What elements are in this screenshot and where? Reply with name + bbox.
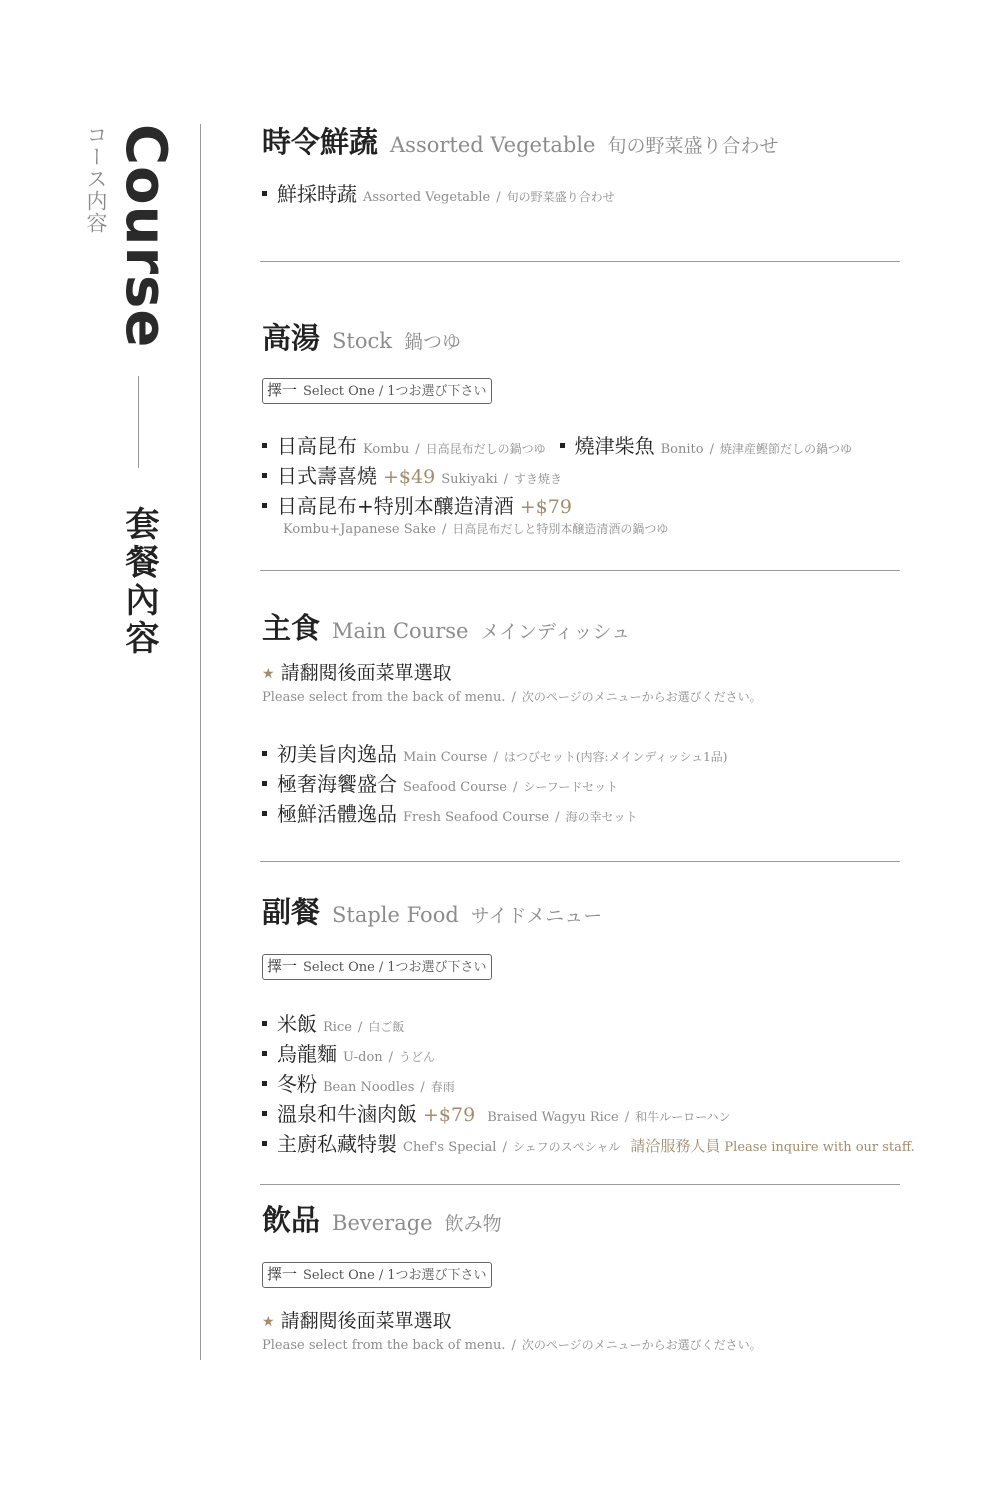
select-one-en: Select One <box>303 1268 375 1283</box>
select-one-jp: 1つお選び下さい <box>387 1268 487 1283</box>
select-one-badge <box>262 1262 492 1288</box>
item-name-en: Rice <box>323 1020 352 1035</box>
item-name-zh: 冬粉 <box>277 1072 317 1096</box>
separator: / <box>555 810 560 825</box>
item-name-jp: 海の幸セット <box>565 810 638 824</box>
bullet-icon <box>262 1051 267 1056</box>
notice-jp: 次のページのメニューからお選びください。 <box>521 1338 762 1352</box>
item-name-zh: 主廚私藏特製 <box>277 1132 397 1156</box>
bullet-icon <box>560 443 565 448</box>
notice-en: Please select from the back of menu. <box>262 690 506 705</box>
notice-jp: 次のページのメニューからお選びください。 <box>521 690 762 704</box>
section-title-jp: サイドメニュー <box>470 905 603 927</box>
separator: / <box>496 190 501 205</box>
section-title-en: Assorted Vegetable <box>390 133 596 157</box>
item-name-jp: うどん <box>399 1050 436 1064</box>
section-divider <box>260 570 900 571</box>
item-name-zh: 鮮採時蔬 <box>277 182 357 206</box>
notice-subtitle <box>262 1336 942 1358</box>
section-title-en: Staple Food <box>332 903 459 927</box>
separator: / <box>357 1020 363 1035</box>
bullet-icon <box>262 503 267 508</box>
section-vegetable <box>262 120 942 208</box>
notice-subtitle <box>262 688 942 710</box>
notice-zh: 請翻閱後面菜單選取 <box>280 1310 452 1332</box>
bullet-icon <box>262 1111 267 1116</box>
course-heading: Course <box>113 124 178 349</box>
section-title-en: Main Course <box>332 619 469 643</box>
bullet-icon <box>262 781 267 786</box>
section-beverage <box>262 1198 942 1358</box>
item-name-jp: すき焼き <box>514 472 563 486</box>
separator: / <box>709 442 714 457</box>
bullet-icon <box>262 191 267 196</box>
item-name-en: Assorted Vegetable <box>363 190 491 205</box>
item-name-en: Fresh Seafood Course <box>403 810 550 825</box>
select-one-badge <box>262 378 492 404</box>
select-one-zh: 擇一 <box>267 1265 298 1283</box>
separator: / <box>420 1080 425 1095</box>
select-one-zh: 擇一 <box>267 957 298 975</box>
select-one-zh: 擇一 <box>267 381 298 399</box>
menu-item <box>262 460 942 490</box>
item-name-zh: 極奢海饗盛合 <box>277 772 397 796</box>
item-name-jp: 日高昆布だしと特別本醸造清酒の鍋つゆ <box>452 522 669 536</box>
notice-en: Please select from the back of menu. <box>262 1338 506 1353</box>
section-title <box>262 890 942 934</box>
section-title <box>262 316 942 360</box>
section-title <box>262 606 942 650</box>
menu-row <box>262 430 942 460</box>
bullet-icon <box>262 811 267 816</box>
separator: / <box>511 1338 516 1353</box>
separator: / <box>511 690 516 705</box>
section-title-jp: 飲み物 <box>444 1213 502 1235</box>
item-name-zh: 米飯 <box>277 1012 317 1036</box>
item-name-en: Main Course <box>403 750 488 765</box>
sidebar-rule <box>200 124 201 1360</box>
item-price: +$79 <box>519 496 572 518</box>
notice <box>262 658 942 688</box>
section-title-jp: 旬の野菜盛り合わせ <box>607 135 779 157</box>
item-name-zh: 日高昆布 <box>277 434 357 458</box>
menu-item <box>262 1008 942 1038</box>
item-name-zh: 烏龍麵 <box>277 1042 337 1066</box>
section-title-en: Beverage <box>332 1211 433 1235</box>
item-name-en: Bean Noodles <box>323 1080 415 1095</box>
item-price: +$49 <box>383 466 436 488</box>
bullet-icon <box>262 443 267 448</box>
separator: / <box>493 750 498 765</box>
separator: / <box>378 960 384 975</box>
section-title-zh: 副餐 <box>262 895 321 929</box>
menu-item <box>262 490 942 520</box>
separator: / <box>388 1050 394 1065</box>
section-main-course <box>262 606 942 828</box>
item-name-jp: 旬の野菜盛り合わせ <box>506 190 615 204</box>
section-divider <box>260 1184 900 1185</box>
item-name-zh: 溫泉和牛滷肉飯 <box>277 1102 417 1126</box>
item-name-zh: 極鮮活體逸品 <box>277 802 397 826</box>
menu-item <box>262 1128 942 1158</box>
item-name-en: Sukiyaki <box>441 472 498 487</box>
menu-item <box>262 1098 942 1128</box>
separator: / <box>378 384 384 399</box>
star-icon: ★ <box>262 666 275 682</box>
select-one-en: Select One <box>303 960 375 975</box>
bullet-icon <box>262 1081 267 1086</box>
item-name-jp: シーフードセット <box>523 780 619 794</box>
separator: / <box>378 1268 384 1283</box>
menu-item <box>262 768 942 798</box>
section-title <box>262 120 942 164</box>
separator: / <box>415 442 420 457</box>
section-title-zh: 飲品 <box>262 1203 321 1237</box>
select-one-jp: 1つお選び下さい <box>387 960 487 975</box>
item-subtitle <box>262 520 942 544</box>
item-name-en: Braised Wagyu Rice <box>487 1110 619 1125</box>
select-one-jp: 1つお選び下さい <box>387 384 487 399</box>
item-name-jp: 焼津産鰹節だしの鍋つゆ <box>719 442 852 456</box>
notice-zh: 請翻閱後面菜單選取 <box>280 662 452 684</box>
bullet-icon <box>262 751 267 756</box>
section-staple-food <box>262 890 942 1158</box>
section-title-jp: 鍋つゆ <box>403 331 461 353</box>
section-title-en: Stock <box>332 329 392 353</box>
section-divider <box>260 861 900 862</box>
item-name-jp: 日高昆布だしの鍋つゆ <box>425 442 546 456</box>
bullet-icon <box>262 1021 267 1026</box>
menu-item <box>262 1068 942 1098</box>
separator: / <box>502 1140 507 1155</box>
item-name-zh: 初美旨肉逸品 <box>277 742 397 766</box>
item-name-en: Kombu+Japanese Sake <box>283 522 436 537</box>
select-one-en: Select One <box>303 384 375 399</box>
item-name-zh: 日式壽喜燒 <box>277 464 377 488</box>
menu-item <box>262 798 942 828</box>
course-heading-jp: コース内容 <box>84 124 108 234</box>
section-title-zh: 時令鮮蔬 <box>262 125 379 159</box>
item-name-zh: 燒津柴魚 <box>574 434 655 458</box>
section-stock <box>262 316 942 544</box>
section-title-jp: メインディッシュ <box>480 621 631 643</box>
separator: / <box>441 522 447 537</box>
item-price: +$79 <box>423 1104 476 1126</box>
section-title-zh: 主食 <box>262 611 321 645</box>
bullet-icon <box>262 473 267 478</box>
course-heading-zh: 套餐內容 <box>119 506 159 658</box>
item-name-en: Seafood Course <box>403 780 507 795</box>
section-divider <box>260 261 900 262</box>
item-name-zh: 日高昆布+特別本釀造清酒 <box>277 494 514 518</box>
separator: / <box>624 1110 630 1125</box>
item-name-en: U-don <box>343 1050 383 1065</box>
separator: / <box>513 780 518 795</box>
section-title <box>262 1198 942 1242</box>
item-name-jp: はつびセット(内容:メインディッシュ1品) <box>503 750 728 764</box>
item-name-en: Chef's Special <box>403 1140 497 1155</box>
item-name-jp: 和牛ルーローハン <box>635 1110 731 1124</box>
item-name-en: Bonito <box>660 442 704 457</box>
separator: / <box>503 472 509 487</box>
menu-item <box>262 738 942 768</box>
notice <box>262 1306 942 1336</box>
sidebar-divider <box>138 376 139 468</box>
inquire-note-zh: 請洽服務人員 <box>630 1137 721 1155</box>
menu-item <box>262 1038 942 1068</box>
select-one-badge <box>262 954 492 980</box>
item-name-en: Kombu <box>363 442 410 457</box>
star-icon: ★ <box>262 1314 275 1330</box>
menu-item <box>262 178 942 208</box>
section-title-zh: 高湯 <box>262 321 321 355</box>
item-name-jp: シェフのスペシャル <box>512 1140 621 1154</box>
item-name-jp: 春雨 <box>430 1080 455 1094</box>
item-name-jp: 白ご飯 <box>368 1020 405 1034</box>
inquire-note-en: Please inquire with our staff. <box>724 1140 915 1155</box>
bullet-icon <box>262 1141 267 1146</box>
